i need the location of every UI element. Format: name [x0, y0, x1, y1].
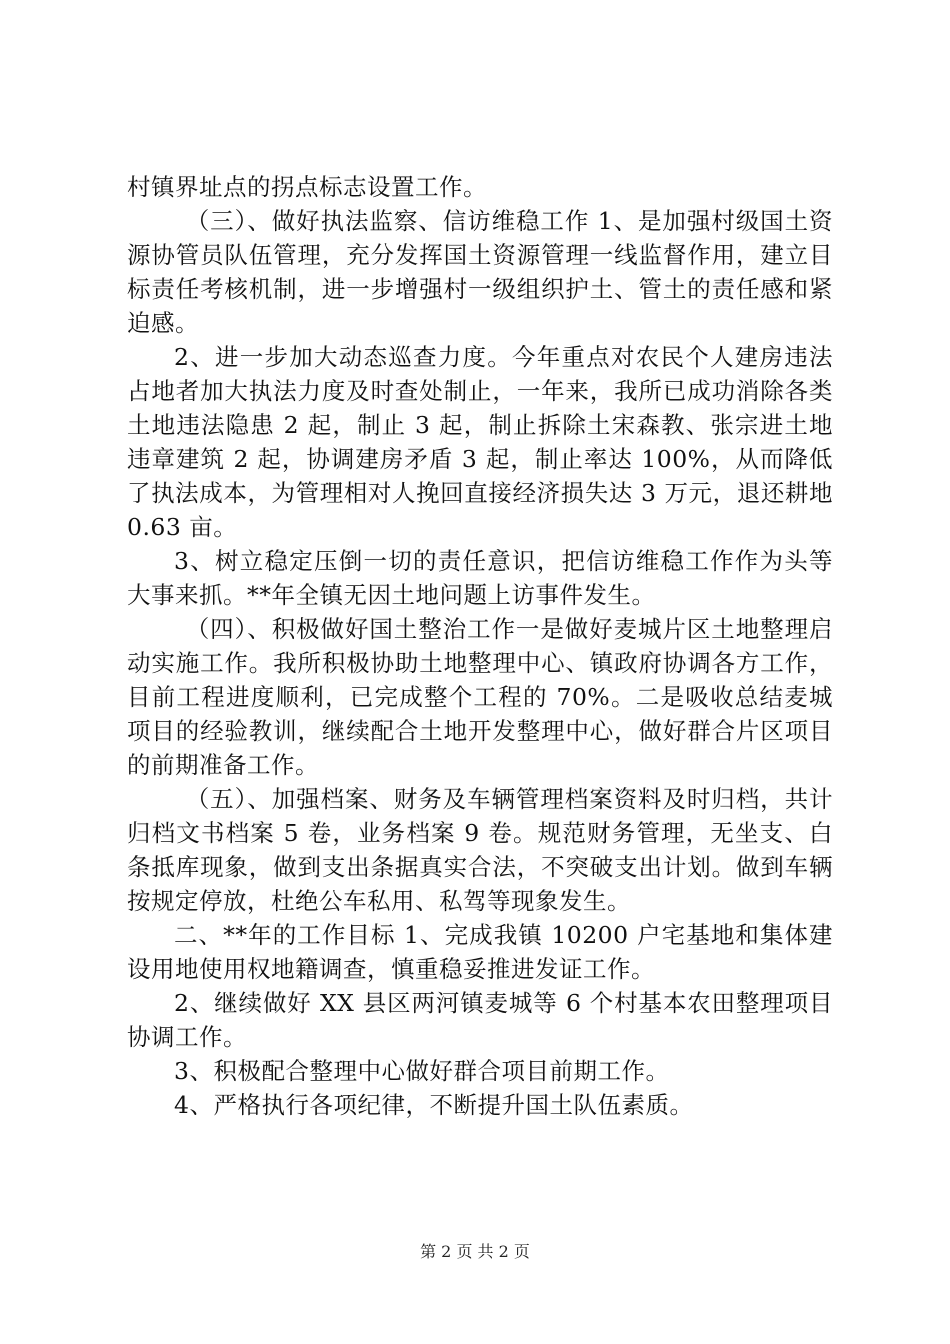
page-number-label: 第 2 页 共 2 页 — [420, 1242, 530, 1261]
paragraph-10: 4、严格执行各项纪律，不断提升国土队伍素质。 — [174, 1091, 694, 1119]
paragraph-5: （四）、积极做好国土整治工作一是做好麦城片区土地整理启动实施工作。我所积极协助土地整理中心、镇政府协调各方工作，目前工程进度顺利，已完成整个工程的 70%。二是吸收总结麦城项目的经验教训，继续配合土地开发整理中心，做好群合片区项目的前期准备工作。 — [127, 615, 833, 779]
paragraph-8: 2、继续做好 XX 县区两河镇麦城等 6 个村基本农田整理项目协调工作。 — [127, 989, 833, 1051]
paragraph-2: （三）、做好执法监察、信访维稳工作 1、是加强村级国土资源协管员队伍管理，充分发挥国土资源管理一线监督作用，建立目标责任考核机制，进一步增强村一级组织护土、管土的责任感和紧迫感。 — [127, 207, 833, 337]
paragraph-6: （五）、加强档案、财务及车辆管理档案资料及时归档，共计归档文书档案 5 卷，业务档案 9 卷。规范财务管理，无坐支、白条抵库现象，做到支出条据真实合法，不突破支出计划。做到车辆按规定停放，杜绝公车私用、私驾等现象发生。 — [127, 785, 833, 915]
paragraph-9: 3、积极配合整理中心做好群合项目前期工作。 — [174, 1057, 670, 1085]
paragraph-4: 3、树立稳定压倒一切的责任意识，把信访维稳工作作为头等大事来抓。**年全镇无因土地问题上访事件发生。 — [127, 547, 833, 609]
paragraph-7: 二、**年的工作目标 1、完成我镇 10200 户宅基地和集体建设用地使用权地籍调查，慎重稳妥推进发证工作。 — [127, 921, 833, 983]
page-footer — [0, 1242, 950, 1262]
document-body — [127, 170, 833, 1122]
paragraph-1: 村镇界址点的拐点标志设置工作。 — [127, 173, 487, 201]
paragraph-3: 2、进一步加大动态巡查力度。今年重点对农民个人建房违法占地者加大执法力度及时查处制止，一年来，我所已成功消除各类土地违法隐患 2 起，制止 3 起，制止拆除土宋森教、张宗进土地违章建筑 2 起，协调建房矛盾 3 起，制止率达 100%，从而降低了执法成本，为管理相对人挽回直接经济损失达 3 万元，退还耕地 0.63 亩。 — [127, 343, 833, 541]
